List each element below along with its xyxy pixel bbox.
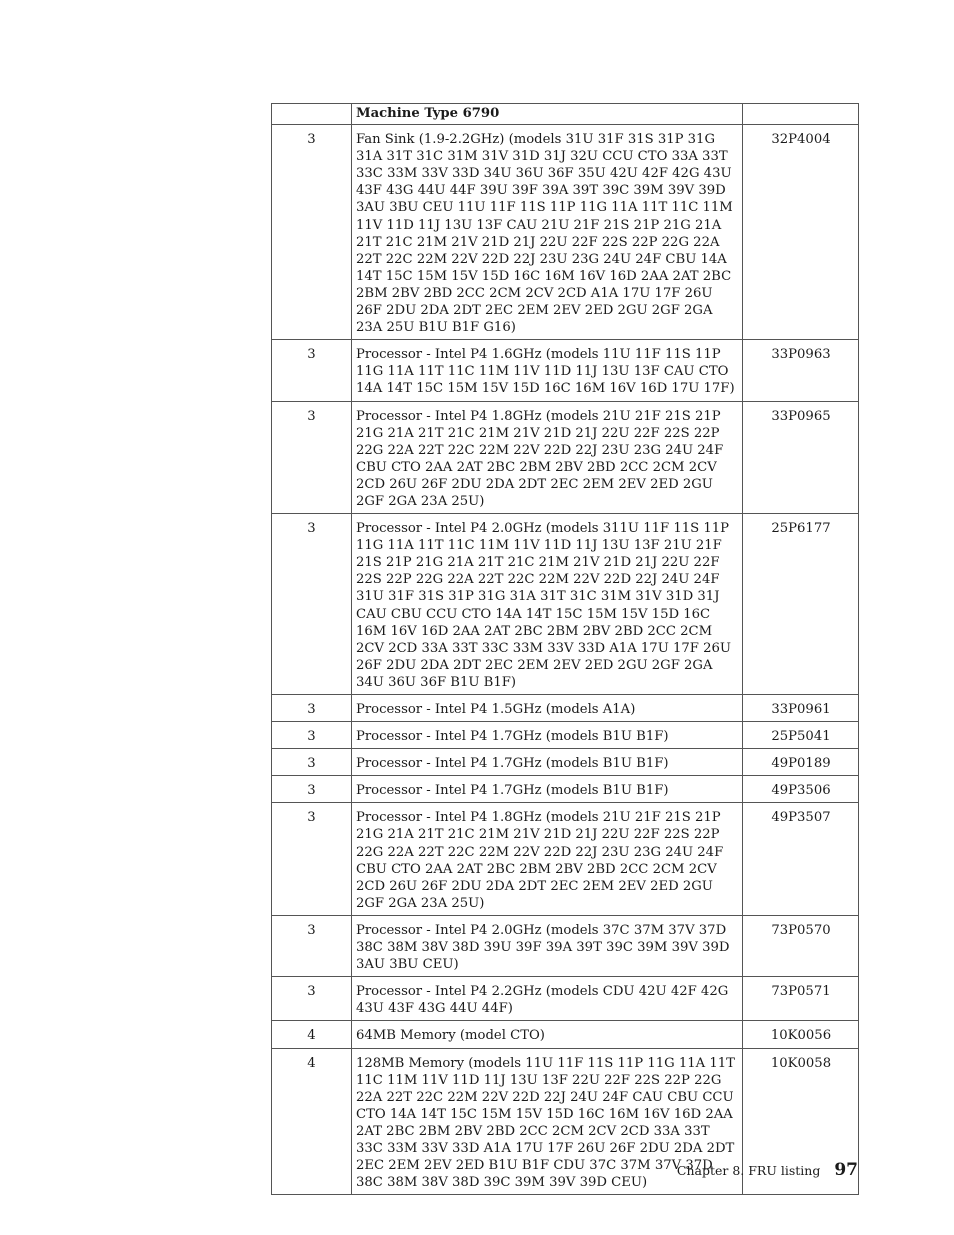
page-footer — [677, 1160, 858, 1180]
table-row — [272, 1021, 859, 1048]
row-description-cell: Processor - Intel P4 1.7GHz (models B1U B1F) — [352, 749, 743, 776]
row-description-cell: Processor - Intel P4 1.6GHz (models 11U 11F 11S 11P 11G 11A 11T 11C 11M 11V 11D 11J 13U 13F CAU CTO 14A 14T 15C 15M 15V 15D 16C 16M 16V 16D 17U 17F) — [352, 340, 743, 401]
row-description-cell: 64MB Memory (model CTO) — [352, 1021, 743, 1048]
footer-chapter-title: Chapter 8. FRU listing — [676, 1163, 821, 1178]
row-index-cell: 3 — [272, 749, 352, 776]
table-row — [272, 514, 859, 695]
row-fru-number-cell: 32P4004 — [743, 125, 859, 340]
row-fru-number-cell: 49P3506 — [743, 776, 859, 803]
table-row — [272, 722, 859, 749]
row-description-cell: 128MB Memory (models 11U 11F 11S 11P 11G 11A 11T 11C 11M 11V 11D 11J 13U 13F 22U 22F 22S 22P 22G 22A 22T 22C 22M 22V 22D 22J 24U 24F CAU CBU CCU CTO 14A 14T 15C 15M 15V 15D 16C 16M 16V 16D 2AA 2AT 2BC 2BM 2BV 2BD 2CC 2CM 2CV 2CD 33A 33T 33C 33M 33V 33D A1A 17U 17F 26U 26F 2DU 2DA 2DT 2EC 2EM 2EV 2ED B1U B1F CDU 37C 37M 37V 37D 38C 38M 38V 38D 39C 39M 39V 39D CEU) — [352, 1048, 743, 1195]
row-index-cell: 3 — [272, 514, 352, 695]
table-row — [272, 803, 859, 916]
table-row — [272, 401, 859, 514]
row-fru-number-cell: 49P0189 — [743, 749, 859, 776]
page-number: 97 — [834, 1160, 858, 1180]
row-description-cell: Processor - Intel P4 1.8GHz (models 21U 21F 21S 21P 21G 21A 21T 21C 21M 21V 21D 21J 22U 22F 22S 22P 22G 22A 22T 22C 22M 22V 22D 22J 23U 23G 24U 24F CBU CTO 2AA 2AT 2BC 2BM 2BV 2BD 2CC 2CM 2CV 2CD 26U 26F 2DU 2DA 2DT 2EC 2EM 2EV 2ED 2GU 2GF 2GA 23A 25U) — [352, 803, 743, 916]
table-row — [272, 695, 859, 722]
row-description-cell: Processor - Intel P4 2.0GHz (models 311U 11F 11S 11P 11G 11A 11T 11C 11M 11V 11D 11J 13U 13F 21U 21F 21S 21P 21G 21A 21T 21C 21M 21V 21D 21J 22U 22F 22S 22P 22G 22A 22T 22C 22M 22V 22D 22J 24U 24F 31U 31F 31S 31P 31G 31A 31T 31C 31M 31V 31D 31J CAU CBU CCU CTO 14A 14T 15C 15M 15V 15D 16C 16M 16V 16D 2AA 2AT 2BC 2BM 2BV 2BD 2CC 2CM 2CV 2CD 33A 33T 33C 33M 33V 33D A1A 17U 17F 26U 26F 2DU 2DA 2DT 2EC 2EM 2EV 2ED 2GU 2GF 2GA 34U 36U 36F B1U B1F) — [352, 514, 743, 695]
header-machine-type: Machine Type 6790 — [352, 104, 743, 125]
table-header-row — [272, 104, 859, 125]
row-index-cell: 4 — [272, 1048, 352, 1195]
row-fru-number-cell: 49P3507 — [743, 803, 859, 916]
row-index-cell: 4 — [272, 1021, 352, 1048]
header-fru-cell — [743, 104, 859, 125]
row-index-cell: 3 — [272, 722, 352, 749]
header-index-cell — [272, 104, 352, 125]
row-description-cell: Processor - Intel P4 2.0GHz (models 37C 37M 37V 37D 38C 38M 38V 38D 39U 39F 39A 39T 39C 39M 39V 39D 3AU 3BU CEU) — [352, 915, 743, 976]
table-row — [272, 749, 859, 776]
table-row — [272, 776, 859, 803]
fru-table-body — [272, 125, 859, 1195]
table-row — [272, 915, 859, 976]
row-fru-number-cell: 10K0058 — [743, 1048, 859, 1195]
table-row — [272, 125, 859, 340]
row-index-cell: 3 — [272, 776, 352, 803]
row-index-cell: 3 — [272, 977, 352, 1021]
row-fru-number-cell: 33P0965 — [743, 401, 859, 514]
row-description-cell: Processor - Intel P4 1.5GHz (models A1A) — [352, 695, 743, 722]
row-index-cell: 3 — [272, 340, 352, 401]
row-fru-number-cell: 73P0570 — [743, 915, 859, 976]
row-index-cell: 3 — [272, 125, 352, 340]
row-description-cell: Processor - Intel P4 1.8GHz (models 21U 21F 21S 21P 21G 21A 21T 21C 21M 21V 21D 21J 22U 22F 22S 22P 22G 22A 22T 22C 22M 22V 22D 22J 23U 23G 24U 24F CBU CTO 2AA 2AT 2BC 2BM 2BV 2BD 2CC 2CM 2CV 2CD 26U 26F 2DU 2DA 2DT 2EC 2EM 2EV 2ED 2GU 2GF 2GA 23A 25U) — [352, 401, 743, 514]
row-description-cell: Processor - Intel P4 1.7GHz (models B1U B1F) — [352, 722, 743, 749]
row-fru-number-cell: 33P0963 — [743, 340, 859, 401]
row-description-cell: Processor - Intel P4 2.2GHz (models CDU 42U 42F 42G 43U 43F 43G 44U 44F) — [352, 977, 743, 1021]
row-description-cell: Fan Sink (1.9-2.2GHz) (models 31U 31F 31S 31P 31G 31A 31T 31C 31M 31V 31D 31J 32U CCU CTO 33A 33T 33C 33M 33V 33D 34U 36U 36F 35U 42U 42F 42G 43U 43F 43G 44U 44F 39U 39F 39A 39T 39C 39M 39V 39D 3AU 3BU CEU 11U 11F 11S 11P 11G 11A 11T 11C 11M 11V 11D 11J 13U 13F CAU 21U 21F 21S 21P 21G 21A 21T 21C 21M 21V 21D 21J 22U 22F 22S 22P 22G 22A 22T 22C 22M 22V 22D 22J 23U 23G 24U 24F CBU 14A 14T 15C 15M 15V 15D 16C 16M 16V 16D 2AA 2AT 2BC 2BM 2BV 2BD 2CC 2CM 2CV 2CD A1A 17U 17F 26U 26F 2DU 2DA 2DT 2EC 2EM 2EV 2ED 2GU 2GF 2GA 23A 25U B1U B1F G16) — [352, 125, 743, 340]
row-fru-number-cell: 33P0961 — [743, 695, 859, 722]
table-row — [272, 977, 859, 1021]
row-index-cell: 3 — [272, 401, 352, 514]
row-fru-number-cell: 10K0056 — [743, 1021, 859, 1048]
row-index-cell: 3 — [272, 695, 352, 722]
row-fru-number-cell: 25P6177 — [743, 514, 859, 695]
row-index-cell: 3 — [272, 915, 352, 976]
table-row — [272, 340, 859, 401]
row-description-cell: Processor - Intel P4 1.7GHz (models B1U B1F) — [352, 776, 743, 803]
row-index-cell: 3 — [272, 803, 352, 916]
row-fru-number-cell: 25P5041 — [743, 722, 859, 749]
fru-table — [271, 103, 859, 1195]
row-fru-number-cell: 73P0571 — [743, 977, 859, 1021]
